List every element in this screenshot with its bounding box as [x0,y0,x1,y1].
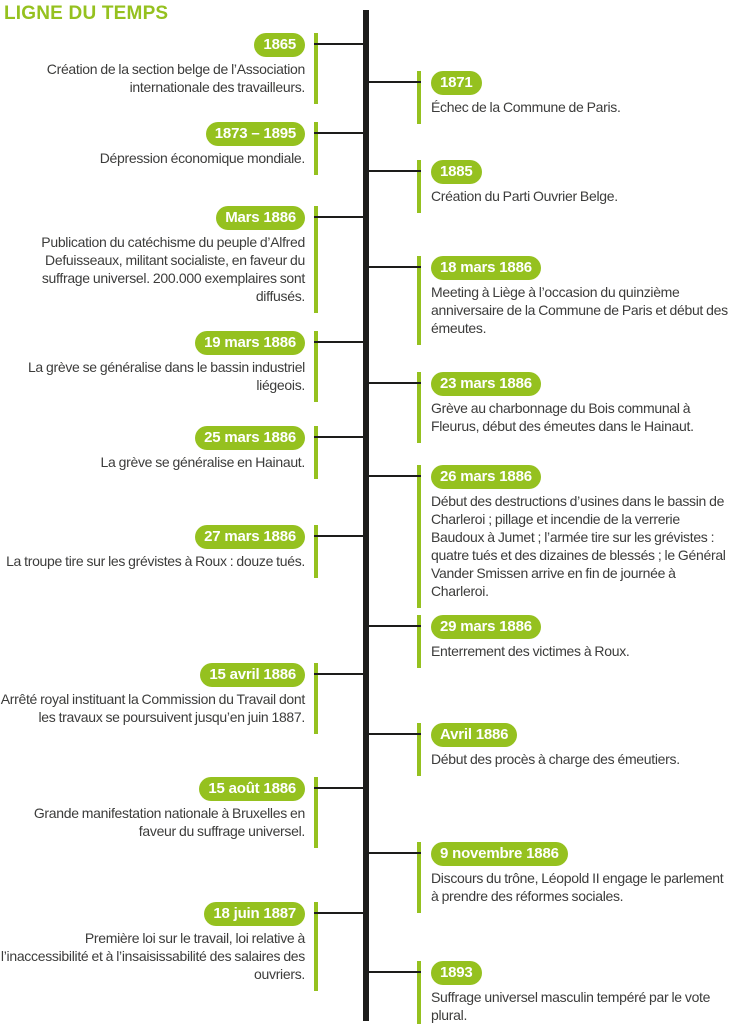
event-date-badge: 1871 [431,71,482,95]
connector-line [368,81,421,83]
event-description: La grève se généralise dans le bassin industriel liégeois. [27,359,305,393]
event-date-badge: 27 mars 1886 [195,525,305,549]
timeline-event-27-mars-1886 [0,525,318,578]
event-date-badge: 1885 [431,160,482,184]
event-date-badge: 1873 – 1895 [206,122,305,146]
timeline-event-18-mars-1886 [417,256,729,345]
event-date-badge: 1893 [431,961,482,985]
timeline-event-mars-1886 [0,206,318,313]
event-description: La troupe tire sur les grévistes à Roux : douze tués. [6,553,305,569]
event-description: Grande manifestation nationale à Bruxelles en faveur du suffrage universel. [33,805,305,839]
connector-line [314,436,367,438]
connector-line [314,216,367,218]
event-description: Échec de la Commune de Paris. [431,99,621,115]
event-date-badge: 26 mars 1886 [431,465,541,489]
event-date-badge: Mars 1886 [216,206,305,230]
event-date-badge: 19 mars 1886 [195,331,305,355]
connector-line [368,266,421,268]
connector-line [368,625,421,627]
event-date-badge: 18 juin 1887 [204,902,305,926]
timeline-event-1893 [417,961,729,1024]
connector-line [314,341,367,343]
event-date-badge: 15 avril 1886 [200,663,305,687]
event-description: Dépression économique mondiale. [99,150,305,166]
event-date-badge: 25 mars 1886 [195,426,305,450]
timeline-event-19-mars-1886 [0,331,318,402]
connector-line [368,971,421,973]
timeline-event-15-aout-1886 [0,777,318,848]
event-date-badge: 29 mars 1886 [431,615,541,639]
connector-line [314,43,367,45]
event-description: Suffrage universel masculin tempéré par le vote plural. [431,989,711,1023]
event-date-badge: 18 mars 1886 [431,256,541,280]
event-description: Grève au charbonnage du Bois communal à Fleurus, début des émeutes dans le Hainaut. [431,400,694,434]
timeline-event-25-mars-1886 [0,426,318,479]
timeline-event-1871 [417,71,729,124]
connector-line [368,475,421,477]
timeline-event-26-mars-1886 [417,465,729,608]
event-description: Début des destructions d’usines dans le bassin de Charleroi ; pillage et incendie de la verrerie Baudoux à Jumet ; l’armée tire sur les grévistes : quatre tués et des dizaines de blessés ; le Général Vander Smissen arrive en fin de journée à Charleroi. [431,493,726,599]
event-description: Enterrement des victimes à Roux. [431,643,630,659]
connector-line [314,673,367,675]
event-date-badge: 23 mars 1886 [431,372,541,396]
connector-line [368,170,421,172]
connector-line [368,852,421,854]
timeline-event-9-novembre-1886 [417,842,729,913]
event-description: Discours du trône, Léopold II engage le parlement à prendre des réformes sociales. [431,870,724,904]
timeline-event-1865 [0,33,318,104]
connector-line [314,787,367,789]
event-description: Création du Parti Ouvrier Belge. [431,188,618,204]
event-description: Création de la section belge de l’Association internationale des travailleurs. [46,61,305,95]
event-description: Première loi sur le travail, loi relative à l’inaccessibilité et à l’insaisissabilité des salaires des ouvriers. [0,930,305,982]
connector-line [314,912,367,914]
connector-line [314,132,367,134]
connector-line [368,382,421,384]
connector-line [368,733,421,735]
event-description: Début des procès à charge des émeutiers. [431,751,680,767]
page-title: LIGNE DU TEMPS [4,3,169,24]
event-description: Meeting à Liège à l’occasion du quinzième anniversaire de la Commune de Paris et début des émeutes. [431,284,728,336]
timeline-axis [363,10,369,1021]
event-description: Arrêté royal instituant la Commission du Travail dont les travaux se poursuivent jusqu’en juin 1887. [0,691,305,725]
timeline-event-18-juin-1887 [0,902,318,991]
timeline-event-1885 [417,160,729,213]
timeline-event-15-avril-1886 [0,663,318,734]
event-date-badge: 9 novembre 1886 [431,842,568,866]
timeline-event-23-mars-1886 [417,372,729,443]
event-date-badge: Avril 1886 [431,723,517,747]
event-date-badge: 15 août 1886 [199,777,305,801]
timeline-event-29-mars-1886 [417,615,729,668]
connector-line [314,535,367,537]
timeline-event-1873-1895 [0,122,318,175]
timeline-event-avril-1886 [417,723,729,776]
event-description: La grève se généralise en Hainaut. [100,454,305,470]
event-date-badge: 1865 [254,33,305,57]
event-description: Publication du catéchisme du peuple d’Alfred Defuisseaux, militant socialiste, en faveur du suffrage universel. 200.000 exemplaires sont diffusés. [41,234,305,304]
